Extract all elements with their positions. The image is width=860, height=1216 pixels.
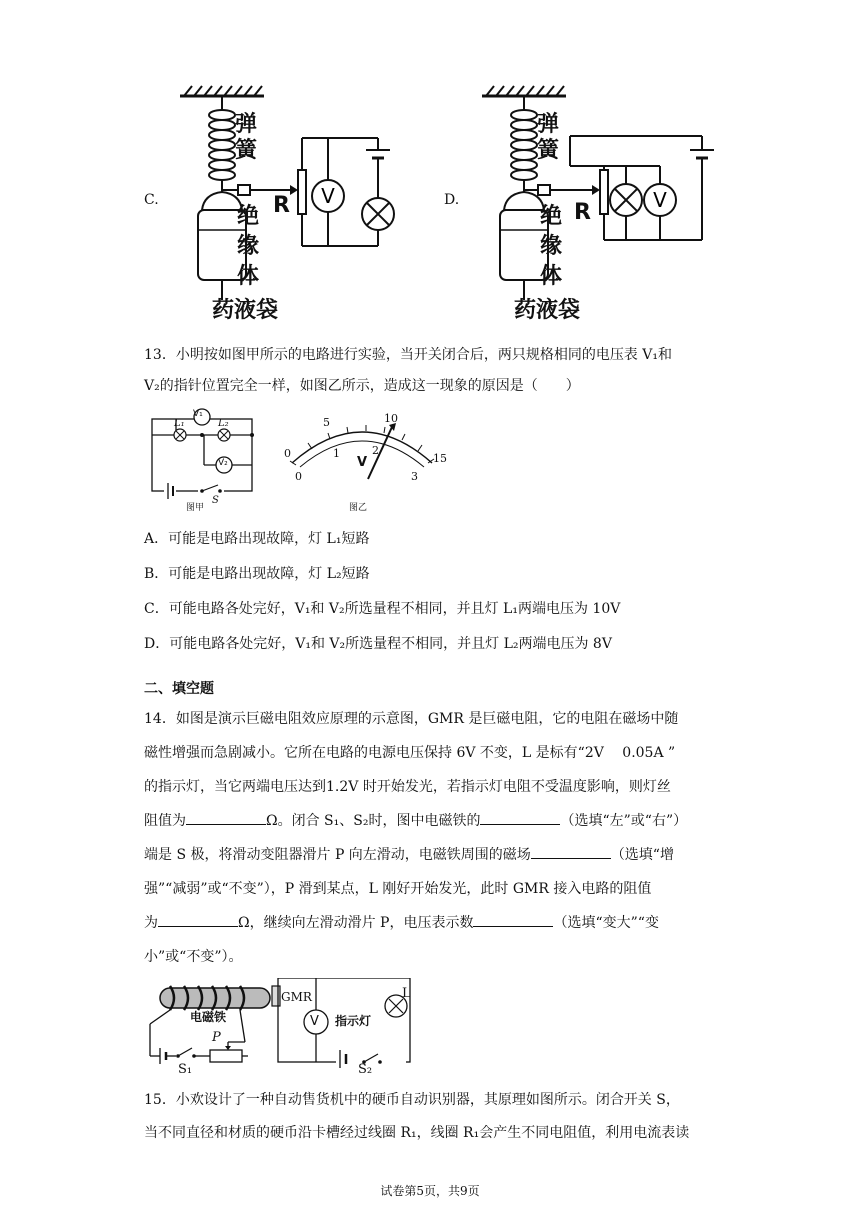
page-footer: 试卷第5页，共9页: [380, 1184, 480, 1198]
blank-1[interactable]: [186, 809, 266, 825]
option-c-label: C.: [144, 192, 159, 208]
question-13-options: [144, 522, 720, 662]
gmr-label: GMR: [281, 990, 312, 1004]
resistor-label-c: R: [273, 193, 290, 218]
insulator-label-d: 绝 缘 体: [540, 204, 563, 289]
yi-caption: 图乙: [349, 503, 368, 513]
gmr-voltmeter-label: V: [310, 1014, 319, 1029]
option-c[interactable]: C．可能电路各处完好，V₁和 V₂所选量程不相同，并且灯 L₁两端电压为 10V: [144, 601, 621, 617]
yi-unit-label: V: [357, 455, 368, 470]
question-14-text: 14．如图是演示巨磁电阻效应原理的示意图，GMR 是巨磁电阻，它的电阻在磁场中随 磁性增强而急剧减小。它所在电路的电源电压保持 6V 不变，L 是标有“2V 0.05A ” 的指示灯，当它两端电压达到1.2V 时开始发光，若指示灯电阻不受温度影响，则灯丝 阻值为 Ω。闭合 S₁、S₂时，图中电磁铁的 （选填“左”或“右”） 端是 S 极，将滑动变阻器滑片 P 向左滑动，电磁铁周围的磁场 （选填“增 强”“减弱”或“不变”），P 滑到某点，L 刚好开始发光，此时 GMR 接入电路的阻值 为 Ω，继续向左滑动滑片 P，电压表示数 （选填“变大”“变 小”或“不变”）。: [144, 711, 688, 965]
electromagnet-label: 电磁铁: [190, 1010, 227, 1024]
jia-v2-label: V₂: [218, 458, 228, 468]
blank-2[interactable]: [480, 809, 560, 825]
voltmeter-label-d: V: [653, 188, 667, 212]
resistor-label-d: R: [574, 200, 591, 225]
option-a[interactable]: A．可能是电路出现故障，灯 L₁短路: [144, 531, 370, 547]
circuit-figure-d: [470, 70, 715, 320]
figure-jia-circuit: [144, 405, 264, 515]
yi-lower-0: 0: [295, 470, 302, 483]
yi-upper-15: 15: [433, 452, 447, 465]
slider-p-label: P: [212, 1030, 221, 1045]
jia-caption: 图甲: [186, 503, 205, 513]
yi-upper-0: 0: [284, 447, 291, 460]
blank-5[interactable]: [473, 911, 553, 927]
voltmeter-label-c: V: [321, 184, 335, 208]
yi-lower-2: 2: [372, 444, 379, 457]
yi-upper-10: 10: [384, 412, 398, 425]
blank-3[interactable]: [531, 843, 611, 859]
blank-4[interactable]: [158, 911, 238, 927]
bag-label-d: 药液袋: [514, 298, 581, 323]
jia-l1-label: L₁: [174, 418, 185, 429]
jia-l2-label: L₂: [218, 418, 229, 429]
yi-lower-3: 3: [411, 470, 418, 483]
question-15-text: 15．小欢设计了一种自动售货机中的硬币自动识别器，其原理如图所示。闭合开关 S， 当不同直径和材质的硬币沿卡槽经过线圈 R₁，线圈 R₁会产生不同电阻值，利用电流表读: [144, 1092, 690, 1141]
bag-label-c: 药液袋: [212, 298, 279, 323]
option-d[interactable]: D．可能电路各处完好，V₁和 V₂所选量程不相同，并且灯 L₂两端电压为 8V: [144, 636, 612, 652]
indicator-lamp-label: 指示灯: [335, 1014, 372, 1028]
insulator-label-c: 绝 缘 体: [237, 204, 260, 289]
switch-s1-label: S₁: [178, 1062, 193, 1077]
lamp-l-label: L: [402, 986, 411, 1001]
section-title: 二、填空题: [144, 681, 214, 697]
jia-switch-label: S: [212, 495, 219, 506]
question-13-stem: 13．小明按如图甲所示的电路进行实验，当开关闭合后，两只规格相同的电压表 V₁和 V₂的指针位置完全一样，如图乙所示，造成这一现象的原因是（ ）: [144, 347, 672, 394]
jia-v1-label: V₁: [193, 409, 203, 419]
option-d-label: D.: [444, 192, 460, 208]
yi-lower-1: 1: [333, 447, 340, 460]
option-b[interactable]: B．可能是电路出现故障，灯 L₂短路: [144, 566, 370, 582]
spring-label-c: 弹 簧: [235, 112, 258, 163]
yi-upper-5: 5: [323, 416, 330, 429]
spring-label-d: 弹 簧: [537, 112, 560, 163]
switch-s2-label: S₂: [358, 1062, 373, 1077]
